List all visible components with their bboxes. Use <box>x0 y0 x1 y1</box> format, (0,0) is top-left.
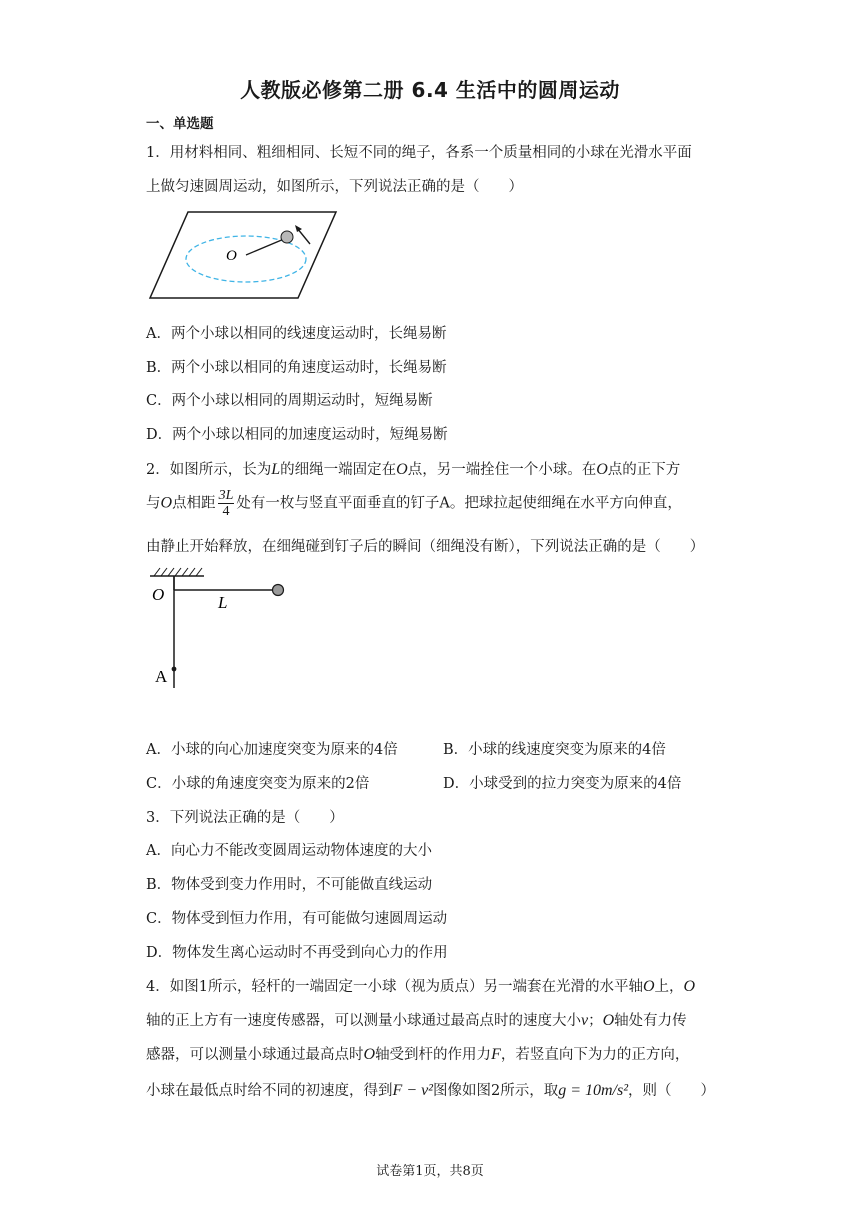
section-heading: 一、单选题 <box>146 116 214 132</box>
point-a-label: A <box>155 667 168 686</box>
q3-option-a: A．向心力不能改变圆周运动物体速度的大小 <box>146 843 432 859</box>
length-l-label: L <box>218 593 228 612</box>
q3-stem: 3．下列说法正确的是（ ） <box>146 810 344 826</box>
q1-option-d: D．两个小球以相同的加速度运动时，短绳易断 <box>146 427 448 443</box>
q1-option-b: B．两个小球以相同的角速度运动时，长绳易断 <box>146 360 447 376</box>
q4-stem-line3: 感器，可以测量小球通过最高点时O轴受到杆的作用力F，若竖直向下为力的正方向， <box>146 1046 690 1063</box>
q2-option-b: B．小球的线速度突变为原来的4倍 <box>443 742 666 758</box>
q1-stem-line2: 上做匀速圆周运动，如图所示，下列说法正确的是（ ） <box>146 179 523 195</box>
q2-stem-line1: 2．如图所示，长为L的细绳一端固定在O点，另一端拴住一个小球。在O点的正下方 <box>146 461 681 478</box>
q2-figure <box>146 566 296 692</box>
q3-option-c: C．物体受到恒力作用，有可能做匀速圆周运动 <box>146 911 448 927</box>
q2-option-c: C．小球的角速度突变为原来的2倍 <box>146 776 370 792</box>
q2-stem-line2: 与O点相距 $\frac{3L}{4}$ 处有一枚与竖直平面垂直的钉子A。把球拉起使细绳在水平方向伸直， <box>146 488 682 519</box>
ceiling-hatching <box>154 568 202 576</box>
q2-option-d: D．小球受到的拉力突变为原来的4倍 <box>443 776 682 792</box>
ball <box>273 585 284 596</box>
q3-option-d: D．物体发生离心运动时不再受到向心力的作用 <box>146 945 448 961</box>
plane-parallelogram <box>150 212 336 298</box>
q1-option-a: A．两个小球以相同的线速度运动时，长绳易断 <box>146 326 447 342</box>
point-o-label: O <box>152 585 165 604</box>
q4-stem-line1: 4．如图1所示，轻杆的一端固定一小球（视为质点）另一端套在光滑的水平轴O上，O <box>146 978 696 995</box>
fraction-3l-over-4: $\frac{3L}{4}$ <box>218 488 234 519</box>
q2-option-a: A．小球的向心加速度突变为原来的4倍 <box>146 742 398 758</box>
q1-stem-line1: 1．用材料相同、粗细相同、长短不同的绳子，各系一个质量相同的小球在光滑水平面 <box>146 145 692 161</box>
nail-a <box>172 667 177 672</box>
q3-option-b: B．物体受到变力作用时，不可能做直线运动 <box>146 877 433 893</box>
q1-figure <box>146 206 342 302</box>
page-footer: 试卷第1页，共8页 <box>376 1164 484 1179</box>
q4-stem-line2: 轴的正上方有一速度传感器，可以测量小球通过最高点时的速度大小v；O轴处有力传 <box>146 1012 687 1029</box>
q4-stem-line4: 小球在最低点时给不同的初速度，得到F − v²图像如图2所示，取g = 10m/s²，则（ ） <box>146 1082 716 1099</box>
velocity-arrowhead <box>295 225 302 232</box>
point-o-label: O <box>226 248 237 264</box>
ball <box>281 231 293 243</box>
string-line <box>246 239 284 255</box>
q2-stem-line3: 由静止开始释放，在细绳碰到钉子后的瞬间（细绳没有断），下列说法正确的是（ ） <box>146 539 705 555</box>
page-title: 人教版必修第二册 6.4 生活中的圆周运动 <box>240 78 620 102</box>
q1-option-c: C．两个小球以相同的周期运动时，短绳易断 <box>146 393 433 409</box>
